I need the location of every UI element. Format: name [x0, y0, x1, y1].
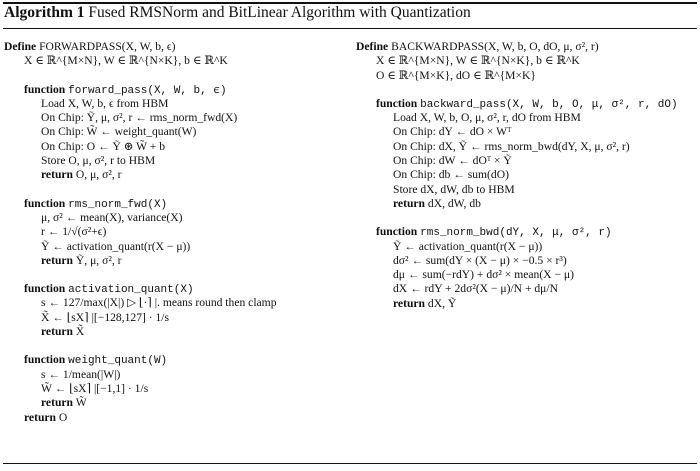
- algorithm-line: [356, 254, 696, 268]
- algorithm-line: [356, 111, 696, 125]
- line-text: Load X, W, b, ϵ from HBM: [41, 96, 169, 110]
- line-text: O ∈ ℝ^{M×K}, dO ∈ ℝ^{M×K}: [376, 68, 536, 82]
- line-gap: [4, 339, 344, 353]
- keyword: return: [393, 296, 425, 310]
- keyword: return: [41, 396, 73, 410]
- backward-pass-column: [356, 40, 696, 311]
- algorithm-name: Fused RMSNorm and BitLinear Algorithm with Quantization: [88, 4, 471, 21]
- keyword: return: [24, 410, 56, 424]
- line-text: Ỹ, μ, σ², r: [75, 253, 122, 267]
- line-text: W̃: [75, 396, 87, 410]
- keyword: function: [24, 196, 66, 210]
- line-text: dX, Ỹ: [427, 296, 457, 310]
- line-gap: [356, 83, 696, 97]
- algorithm-line: [4, 382, 344, 396]
- line-gap: [4, 183, 344, 197]
- line-text: On Chip: dY ← dO × Wᵀ: [393, 125, 512, 139]
- keyword: Define: [4, 40, 37, 53]
- bottom-rule: [3, 463, 697, 464]
- line-text: On Chip: dX, Ỹ ← rms_norm_bwd(dY, X, μ, σ², r): [393, 139, 630, 153]
- algorithm-line: [4, 211, 344, 225]
- line-text: Ỹ ← activation_quant(r(X − μ)): [393, 239, 543, 253]
- algorithm-line: [356, 97, 696, 111]
- line-text: W̃ ← ⌊sX⌉ |[−1,1] · 1/s: [41, 381, 149, 395]
- algorithm-line: [4, 225, 344, 239]
- keyword: return: [41, 325, 73, 339]
- keyword: Define: [356, 40, 389, 53]
- algorithm-line: [4, 197, 344, 211]
- line-text: rms_norm_bwd(dY, X, μ, σ², r): [420, 227, 612, 240]
- line-text: X̃ ← ⌊sX⌉ |[−128,127] · 1/s: [41, 310, 170, 324]
- line-gap: [356, 211, 696, 225]
- algorithm-line: [356, 225, 696, 239]
- keyword: return: [41, 168, 73, 182]
- keyword: function: [24, 282, 66, 296]
- keyword: function: [24, 82, 66, 96]
- algorithm-line: [356, 183, 696, 197]
- algorithm-line: [4, 154, 344, 168]
- line-text: On Chip: dW ← dOᵀ × Ỹ: [393, 154, 512, 168]
- algorithm-line: [356, 297, 696, 311]
- algorithm-line: [4, 396, 344, 410]
- line-text: On Chip: Ỹ, μ, σ², r ← rms_norm_fwd(X): [41, 111, 238, 125]
- algorithm-line: [356, 40, 696, 54]
- line-text: weight_quant(W): [68, 355, 168, 368]
- line-text: On Chip: db ← sum(dO): [393, 168, 509, 182]
- algorithm-line: [4, 254, 344, 268]
- line-text: BACKWARDPASS(X, W, b, O, dO, μ, σ², r): [391, 40, 599, 53]
- line-text: X ∈ ℝ^{M×N}, W ∈ ℝ^{N×K}, b ∈ ℝ^K: [24, 54, 228, 68]
- keyword: return: [41, 253, 73, 267]
- line-text: Load X, W, b, O, μ, σ², r, dO from HBM: [393, 111, 581, 125]
- line-text: On Chip: W̃ ← weight_quant(W): [41, 125, 197, 139]
- line-text: forward_pass(X, W, b, ϵ): [68, 84, 227, 97]
- line-text: FORWARDPASS(X, W, b, ϵ): [39, 40, 176, 53]
- algorithm-line: [4, 97, 344, 111]
- algorithm-line: [4, 411, 344, 425]
- algorithm-line: [4, 311, 344, 325]
- algorithm-line: [356, 282, 696, 296]
- algorithm-line: [4, 296, 344, 310]
- line-text: Store dX, dW, db to HBM: [393, 182, 515, 196]
- line-text: dX, dW, db: [427, 196, 481, 210]
- line-text: s ← 127/max(|X|) ▷ ⌊·⌉ |. means round then clamp: [41, 296, 277, 310]
- algorithm-line: [4, 125, 344, 139]
- algorithm-label: Algorithm 1: [4, 4, 85, 21]
- algorithm-line: [4, 40, 344, 54]
- line-text: X̃: [75, 325, 85, 339]
- algorithm-line: [4, 83, 344, 97]
- keyword: function: [24, 353, 66, 367]
- line-text: X ∈ ℝ^{M×N}, W ∈ ℝ^{N×K}, b ∈ ℝ^K: [376, 54, 580, 68]
- algorithm-line: [4, 240, 344, 254]
- algorithm-line: [4, 140, 344, 154]
- line-text: s ← 1/mean(|W|): [41, 367, 121, 381]
- algorithm-line: [4, 168, 344, 182]
- algorithm-line: [4, 325, 344, 339]
- line-text: dμ ← sum(−rdY) + dσ² × mean(X − μ): [393, 268, 574, 282]
- line-text: On Chip: O ← Ỹ ⊛ W̃ + b: [41, 139, 166, 153]
- algorithm-line: [4, 368, 344, 382]
- algorithm-title: [4, 4, 471, 22]
- keyword: function: [376, 225, 418, 239]
- line-text: O: [58, 410, 68, 424]
- line-text: O, μ, σ², r: [75, 168, 122, 182]
- line-text: μ, σ² ← mean(X), variance(X): [41, 210, 183, 224]
- line-text: r ← 1/√(σ²+ϵ): [41, 225, 107, 239]
- algorithm-line: [4, 353, 344, 367]
- forward-pass-column: [4, 40, 344, 425]
- line-text: dX ← rdY + 2dσ²(X − μ)/N + dμ/N: [393, 282, 558, 296]
- keyword: return: [393, 196, 425, 210]
- algorithm-line: [356, 140, 696, 154]
- line-text: activation_quant(X): [68, 284, 194, 297]
- algorithm-line: [356, 168, 696, 182]
- algorithm-line: [356, 69, 696, 83]
- line-text: rms_norm_fwd(X): [68, 198, 168, 211]
- algorithm-line: [4, 111, 344, 125]
- title-rule: [3, 28, 697, 29]
- algorithm-line: [4, 54, 344, 68]
- algorithm-line: [356, 197, 696, 211]
- line-gap: [4, 69, 344, 83]
- algorithm-line: [356, 54, 696, 68]
- line-text: Store O, μ, σ², r to HBM: [41, 154, 156, 168]
- algorithm-line: [356, 154, 696, 168]
- algorithm-line: [4, 282, 344, 296]
- algorithm-line: [356, 268, 696, 282]
- algorithm-line: [356, 125, 696, 139]
- algorithm-line: [356, 240, 696, 254]
- line-gap: [4, 268, 344, 282]
- line-text: Ỹ ← activation_quant(r(X − μ)): [41, 239, 191, 253]
- keyword: function: [376, 96, 418, 110]
- line-text: backward_pass(X, W, b, O, μ, σ², r, dO): [420, 98, 678, 111]
- line-text: dσ² ← sum(dY × (X − μ) × −0.5 × r³): [393, 253, 567, 267]
